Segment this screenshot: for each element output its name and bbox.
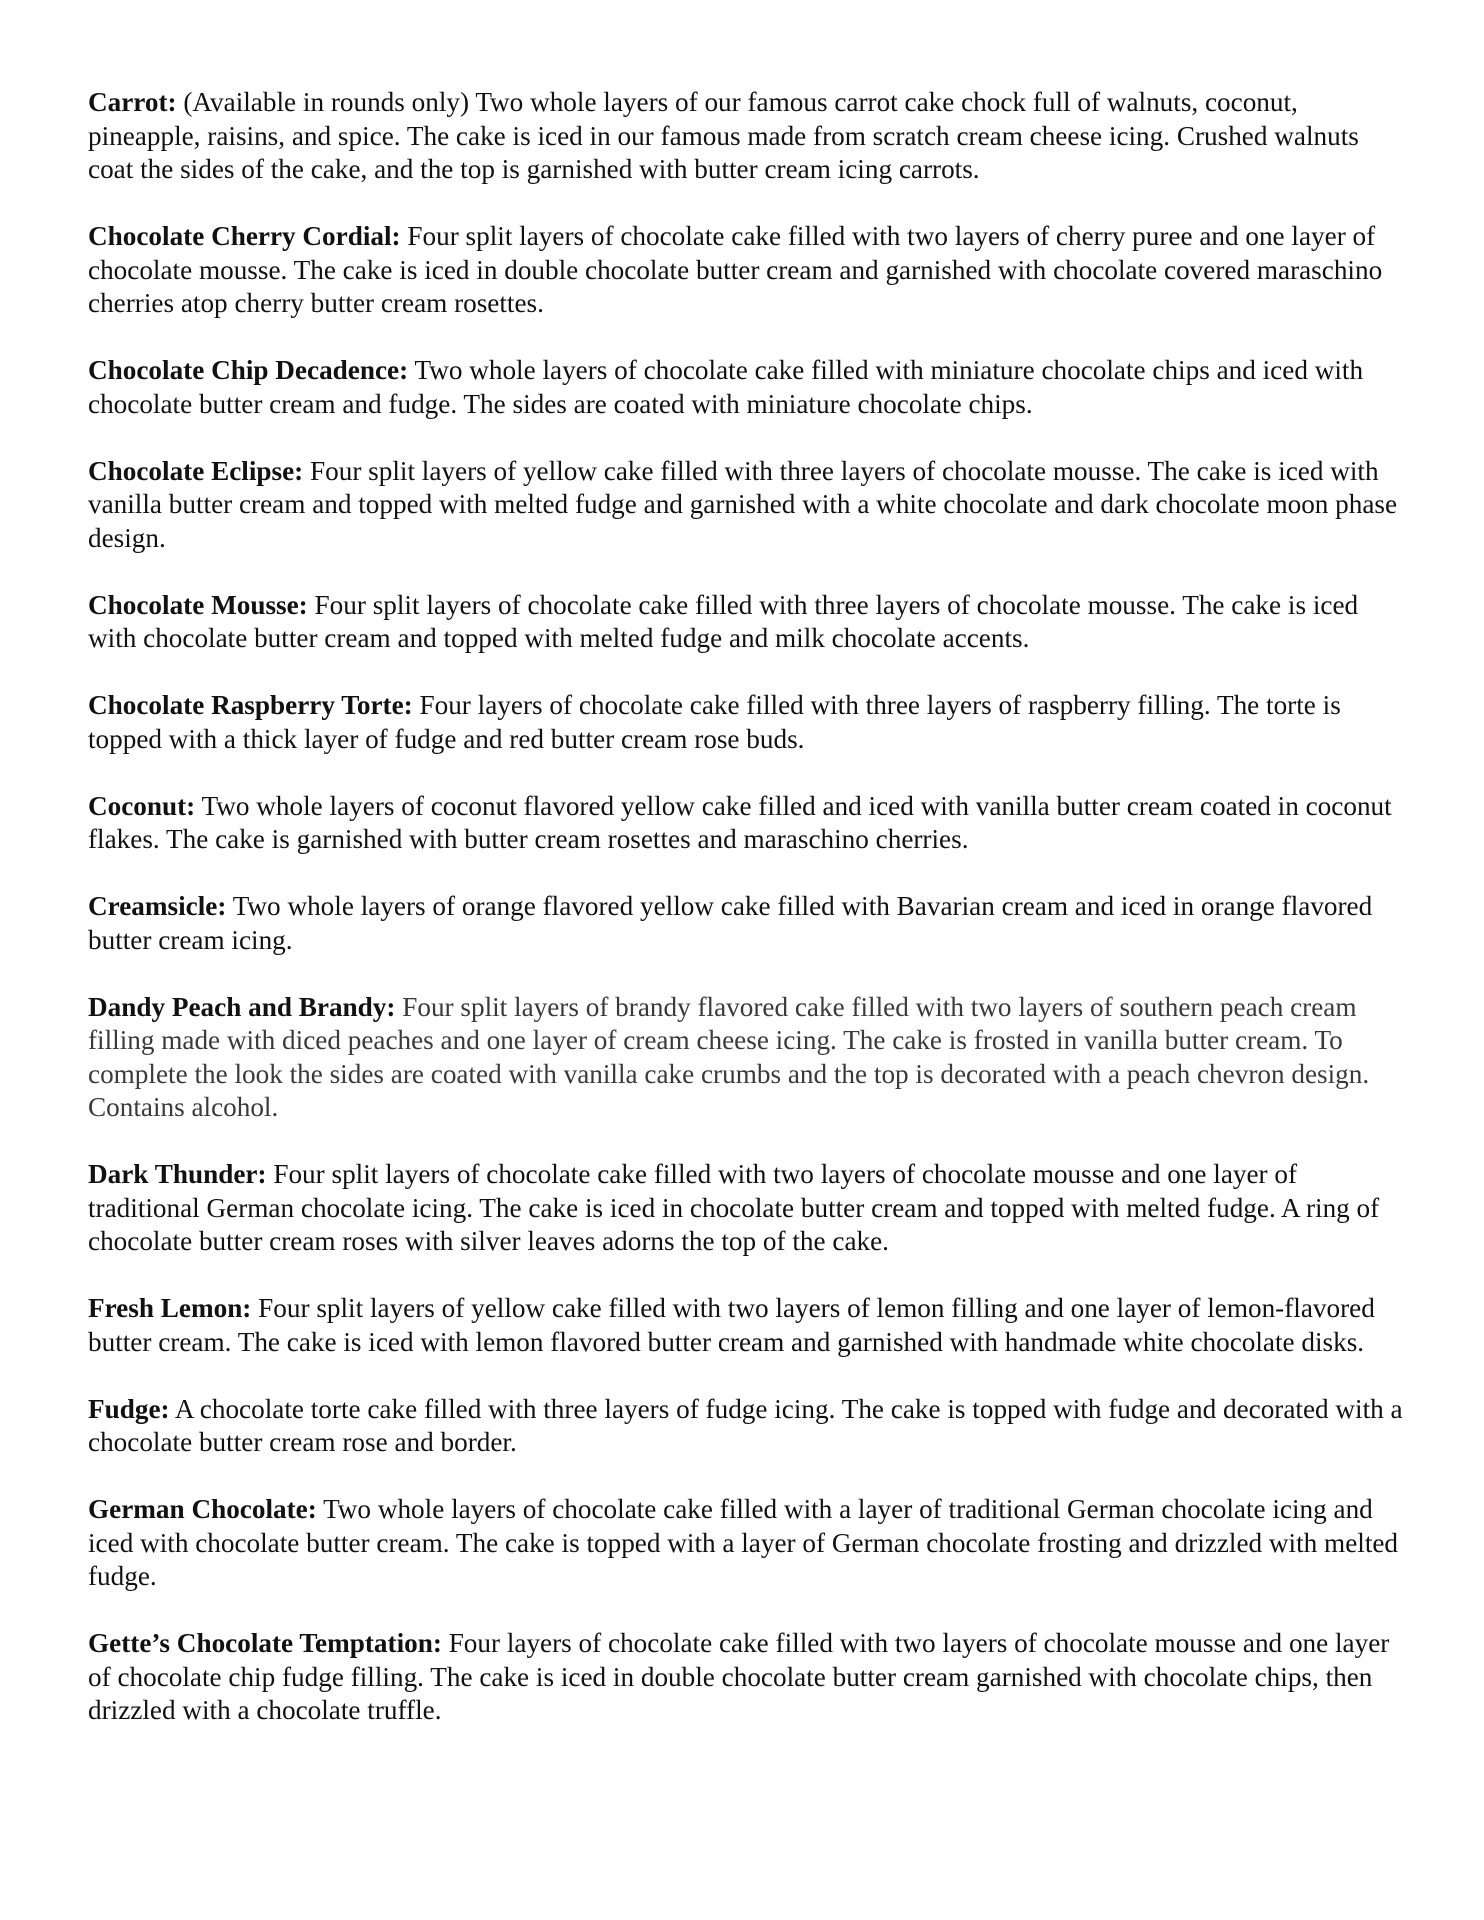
cake-title: Dandy Peach and Brandy:: [88, 991, 396, 1022]
cake-entry-fresh-lemon: [88, 1292, 1404, 1359]
cake-description: Four layers of chocolate cake filled with two layers of chocolate mousse and one layer of chocolate chip fudge filling. The cake is iced in double chocolate butter cream garnished with chocolate chips, then drizzled with a chocolate truffle.: [88, 1628, 1390, 1725]
cake-entry-chocolate-eclipse: [88, 455, 1404, 556]
cake-description: A chocolate torte cake filled with three layers of fudge icing. The cake is topped with fudge and decorated with a chocolate butter cream rose and border.: [88, 1393, 1403, 1457]
cake-title: Chocolate Chip Decadence:: [88, 355, 409, 385]
cake-description: Two whole layers of orange flavored yellow cake filled with Bavarian cream and iced in orange flavored butter cream icing.: [88, 891, 1373, 955]
cake-entry-chocolate-cherry-cordial: [88, 220, 1404, 321]
cake-title: Chocolate Raspberry Torte:: [88, 690, 413, 720]
cake-entry-chocolate-chip-decadence: [88, 354, 1404, 421]
cake-description: Two whole layers of chocolate cake filled with a layer of traditional German chocolate icing and iced with chocolate butter cream. The cake is topped with a layer of German chocolate frosting and drizzled with melted fudge.: [88, 1494, 1399, 1591]
cake-description: Four split layers of brandy flavored cake filled with two layers of southern peach cream filling made with diced peaches and one layer of cream cheese icing. The cake is frosted in vanilla butter cream. To complete the look the sides are coated with vanilla cake crumbs and the top is decorated with a peach chevron design. Contains alcohol.: [88, 991, 1370, 1122]
cake-title: Creamsicle:: [88, 891, 227, 921]
cake-entry-carrot: [88, 86, 1404, 187]
cake-description: Two whole layers of chocolate cake filled with miniature chocolate chips and iced with chocolate butter cream and fudge. The sides are coated with miniature chocolate chips.: [88, 355, 1364, 419]
cake-title: Dark Thunder:: [88, 1159, 267, 1189]
cake-description: Four split layers of yellow cake filled with two layers of lemon filling and one layer of lemon-flavored butter cream. The cake is iced with lemon flavored butter cream and garnished with handmade white chocolate disks.: [88, 1293, 1375, 1357]
cake-entry-coconut: [88, 790, 1404, 857]
cake-entry-creamsicle: [88, 890, 1404, 957]
cake-entry-chocolate-raspberry-torte: [88, 689, 1404, 756]
cake-title: Chocolate Mousse:: [88, 589, 308, 620]
cake-title: Coconut:: [88, 790, 196, 821]
cake-title: Fudge:: [88, 1393, 170, 1424]
cake-description: Four split layers of chocolate cake filled with two layers of cherry puree and one layer of chocolate mousse. The cake is iced in double chocolate butter cream and garnished with chocolate covered maraschino cherries atop cherry butter cream rosettes.: [88, 221, 1383, 318]
cake-title: Carrot:: [88, 87, 177, 117]
cake-description: (Available in rounds only) Two whole layers of our famous carrot cake chock full of walnuts, coconut, pineapple, raisins, and spice. The cake is iced in our famous made from scratch cream cheese icing. Crushed walnuts coat the sides of the cake, and the top is garnished with butter cream icing carrots.: [88, 87, 1359, 184]
cake-entry-gettes-chocolate-temptation: [88, 1627, 1404, 1728]
cake-title: German Chocolate:: [88, 1494, 317, 1524]
cake-description: Two whole layers of coconut flavored yellow cake filled and iced with vanilla butter cream coated in coconut flakes. The cake is garnished with butter cream rosettes and maraschino cherries.: [88, 790, 1392, 854]
cake-entry-dark-thunder: [88, 1158, 1404, 1259]
cake-description: Four split layers of yellow cake filled with three layers of chocolate mousse. The cake is iced with vanilla butter cream and topped with melted fudge and garnished with a white chocolate and dark chocolate moon phase design.: [88, 455, 1398, 553]
cake-entry-dandy-peach-and-brandy: [88, 991, 1404, 1125]
cake-title: Fresh Lemon:: [88, 1293, 252, 1323]
cake-description: Four layers of chocolate cake filled with three layers of raspberry filling. The torte is topped with a thick layer of fudge and red butter cream rose buds.: [88, 690, 1341, 754]
cake-title: Chocolate Cherry Cordial:: [88, 221, 401, 251]
cake-title: Chocolate Eclipse:: [88, 455, 304, 486]
cake-description: Four split layers of chocolate cake filled with two layers of chocolate mousse and one layer of traditional German chocolate icing. The cake is iced in chocolate butter cream and topped with melted fudge. A ring of chocolate butter cream roses with silver leaves adorns the top of the cake.: [88, 1159, 1380, 1256]
cake-entry-chocolate-mousse: [88, 589, 1404, 656]
cake-description: Four split layers of chocolate cake filled with three layers of chocolate mousse. The cake is iced with chocolate butter cream and topped with melted fudge and milk chocolate accents.: [88, 589, 1359, 653]
cake-title: Gette’s Chocolate Temptation:: [88, 1628, 442, 1658]
cake-entry-german-chocolate: [88, 1493, 1404, 1594]
cake-entry-fudge: [88, 1393, 1404, 1460]
cake-flavor-list: [88, 86, 1404, 1761]
